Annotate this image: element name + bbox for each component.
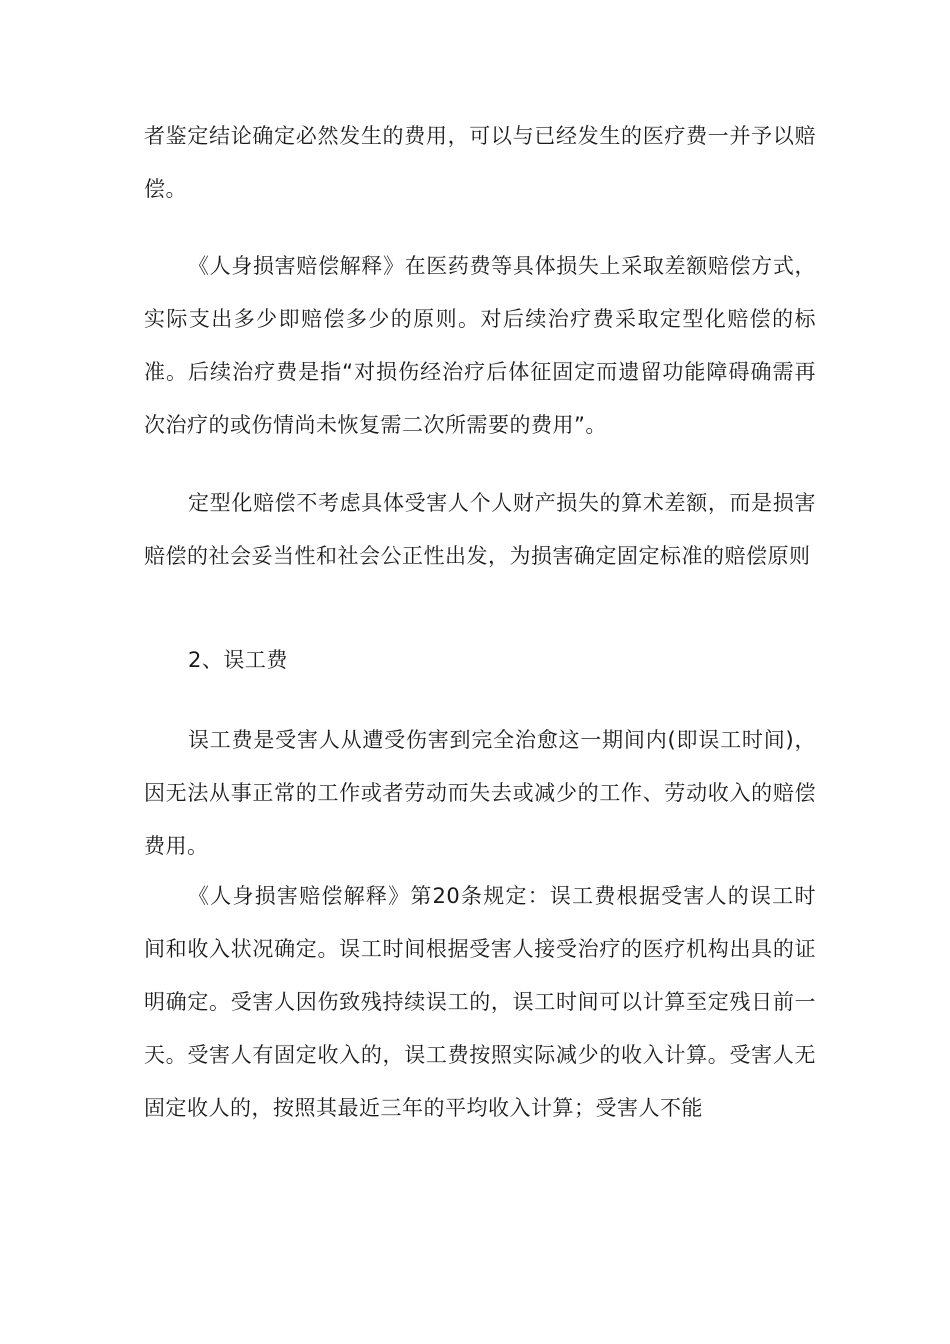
paragraph-medical-expense-principle: 《人身损害赔偿解释》在医药费等具体损失上采取差额赔偿方式，实际支出多少即赔偿多少的原则。对后续治疗费采取定型化赔偿的标准。后续治疗费是指“对损伤经治疗后体征固定而遗留功能障碍确需再次治疗的或伤情尚未恢复需二次所需要的费用”。	[144, 254, 816, 437]
paragraph-lost-wages-definition: 误工费是受害人从遭受伤害到完全治愈这一期间内(即误工时间)，因无法从事正常的工作或者劳动而失去或减少的工作、劳动收入的赔偿费用。	[144, 728, 816, 858]
paragraph-standardized-compensation: 定型化赔偿不考虑具体受害人个人财产损失的算术差额，而是损害赔偿的社会妥当性和社会公正性出发，为损害确定固定标准的赔偿原则	[144, 491, 816, 568]
paragraph-continued-text: 者鉴定结论确定必然发生的费用，可以与已经发生的医疗费一并予以赔偿。	[144, 124, 816, 201]
paragraph-article-20: 《人身损害赔偿解释》第20条规定：误工费根据受害人的误工时间和收入状况确定。误工时间根据受害人接受治疗的医疗机构出具的证明确定。受害人因伤致残持续误工的，误工时间可以计算至定残日前一天。受害人有固定收入的，误工费按照实际减少的收入计算。受害人无固定收人的，按照其最近三年的平均收入计算；受害人不能	[144, 884, 816, 1120]
section-heading-lost-wages: 2、误工费	[188, 648, 288, 672]
